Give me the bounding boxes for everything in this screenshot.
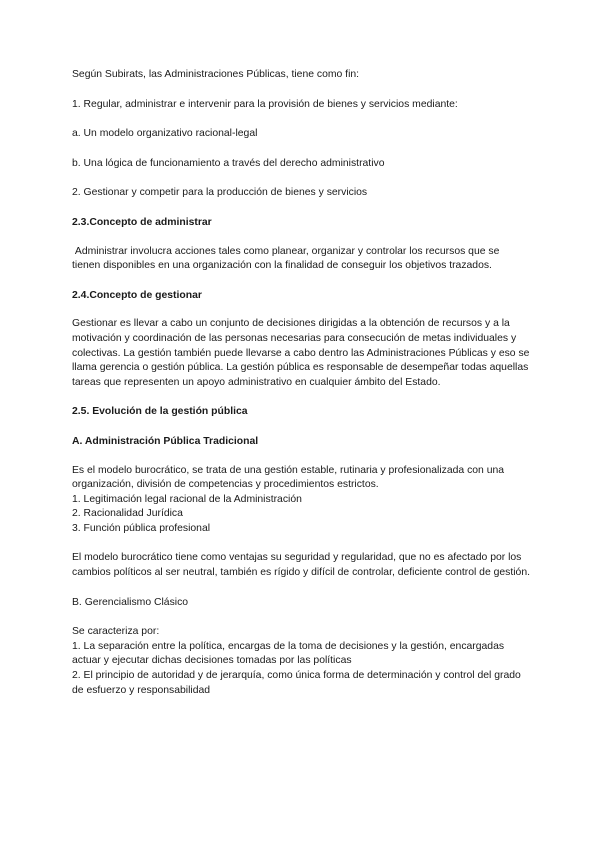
list-item-2: 2. Gestionar y competir para la producción de bienes y servicios: [72, 187, 368, 199]
subsection-a-closing: El modelo burocrático tiene como ventajas su seguridad y regularidad, que no es afectado por los cambios políticos al ser neutral, también es rígido y difícil de controlar, deficiente control de gestión.: [72, 552, 531, 579]
section-2-3-heading: 2.3.Concepto de administrar: [72, 216, 212, 228]
list-item-1b: b. Una lógica de funcionamiento a través del derecho administrativo: [72, 157, 385, 169]
subsection-b-list-item: 1. La separación entre la política, encargas de la toma de decisiones y la gestión, encargadas actuar y ejecutar dichas decisiones tomadas por las políticas: [72, 640, 505, 667]
subsection-a-heading: A. Administración Pública Tradicional: [72, 435, 259, 447]
section-2-3-body: Administrar involucra acciones tales como planear, organizar y controlar los recursos que se tienen disponibles en una organización con la finalidad de conseguir los objetivos trazados.: [72, 245, 503, 272]
section-2-5-heading: 2.5. Evolución de la gestión pública: [72, 406, 248, 418]
subsection-b-heading: B. Gerencialismo Clásico: [72, 596, 189, 608]
section-2-4-heading: 2.4.Concepto de gestionar: [72, 289, 202, 301]
intro-paragraph: Según Subirats, las Administraciones Públicas, tiene como fin:: [72, 69, 360, 80]
subsection-a-list-item: 3. Función pública profesional: [72, 522, 211, 534]
subsection-b-intro: Se caracteriza por:: [72, 626, 160, 638]
document-page: [72, 68, 530, 698]
section-2-4-body: Gestionar es llevar a cabo un conjunto de decisiones dirigidas a la obtención de recursos y a la motivación y coordinación de las personas necesarias para consecución de metas individuales y colectivas. La gestión también puede llevarse a cabo dentro las Administraciones Públicas y eso se llama gerencia o gestión pública. La gestión pública es responsable de desempeñar todas aquellas tareas que representen un apoyo administrativo en cualquier ámbito del Estado.: [72, 318, 530, 388]
list-item-1a: a. Un modelo organizativo racional-legal: [72, 128, 258, 140]
subsection-a-list-item: 2. Racionalidad Jurídica: [72, 508, 183, 520]
subsection-a-list-item: 1. Legitimación legal racional de la Administración: [72, 493, 302, 505]
subsection-a-body: Es el modelo burocrático, se trata de una gestión estable, rutinaria y profesionalizada con una organización, división de competencias y procedimientos estrictos.: [72, 464, 505, 491]
subsection-b-list-item: 2. El principio de autoridad y de jerarquía, como única forma de determinación y control del grado de esfuerzo y responsabilidad: [72, 670, 521, 696]
list-item-1: 1. Regular, administrar e intervenir para la provisión de bienes y servicios mediante:: [72, 98, 458, 110]
